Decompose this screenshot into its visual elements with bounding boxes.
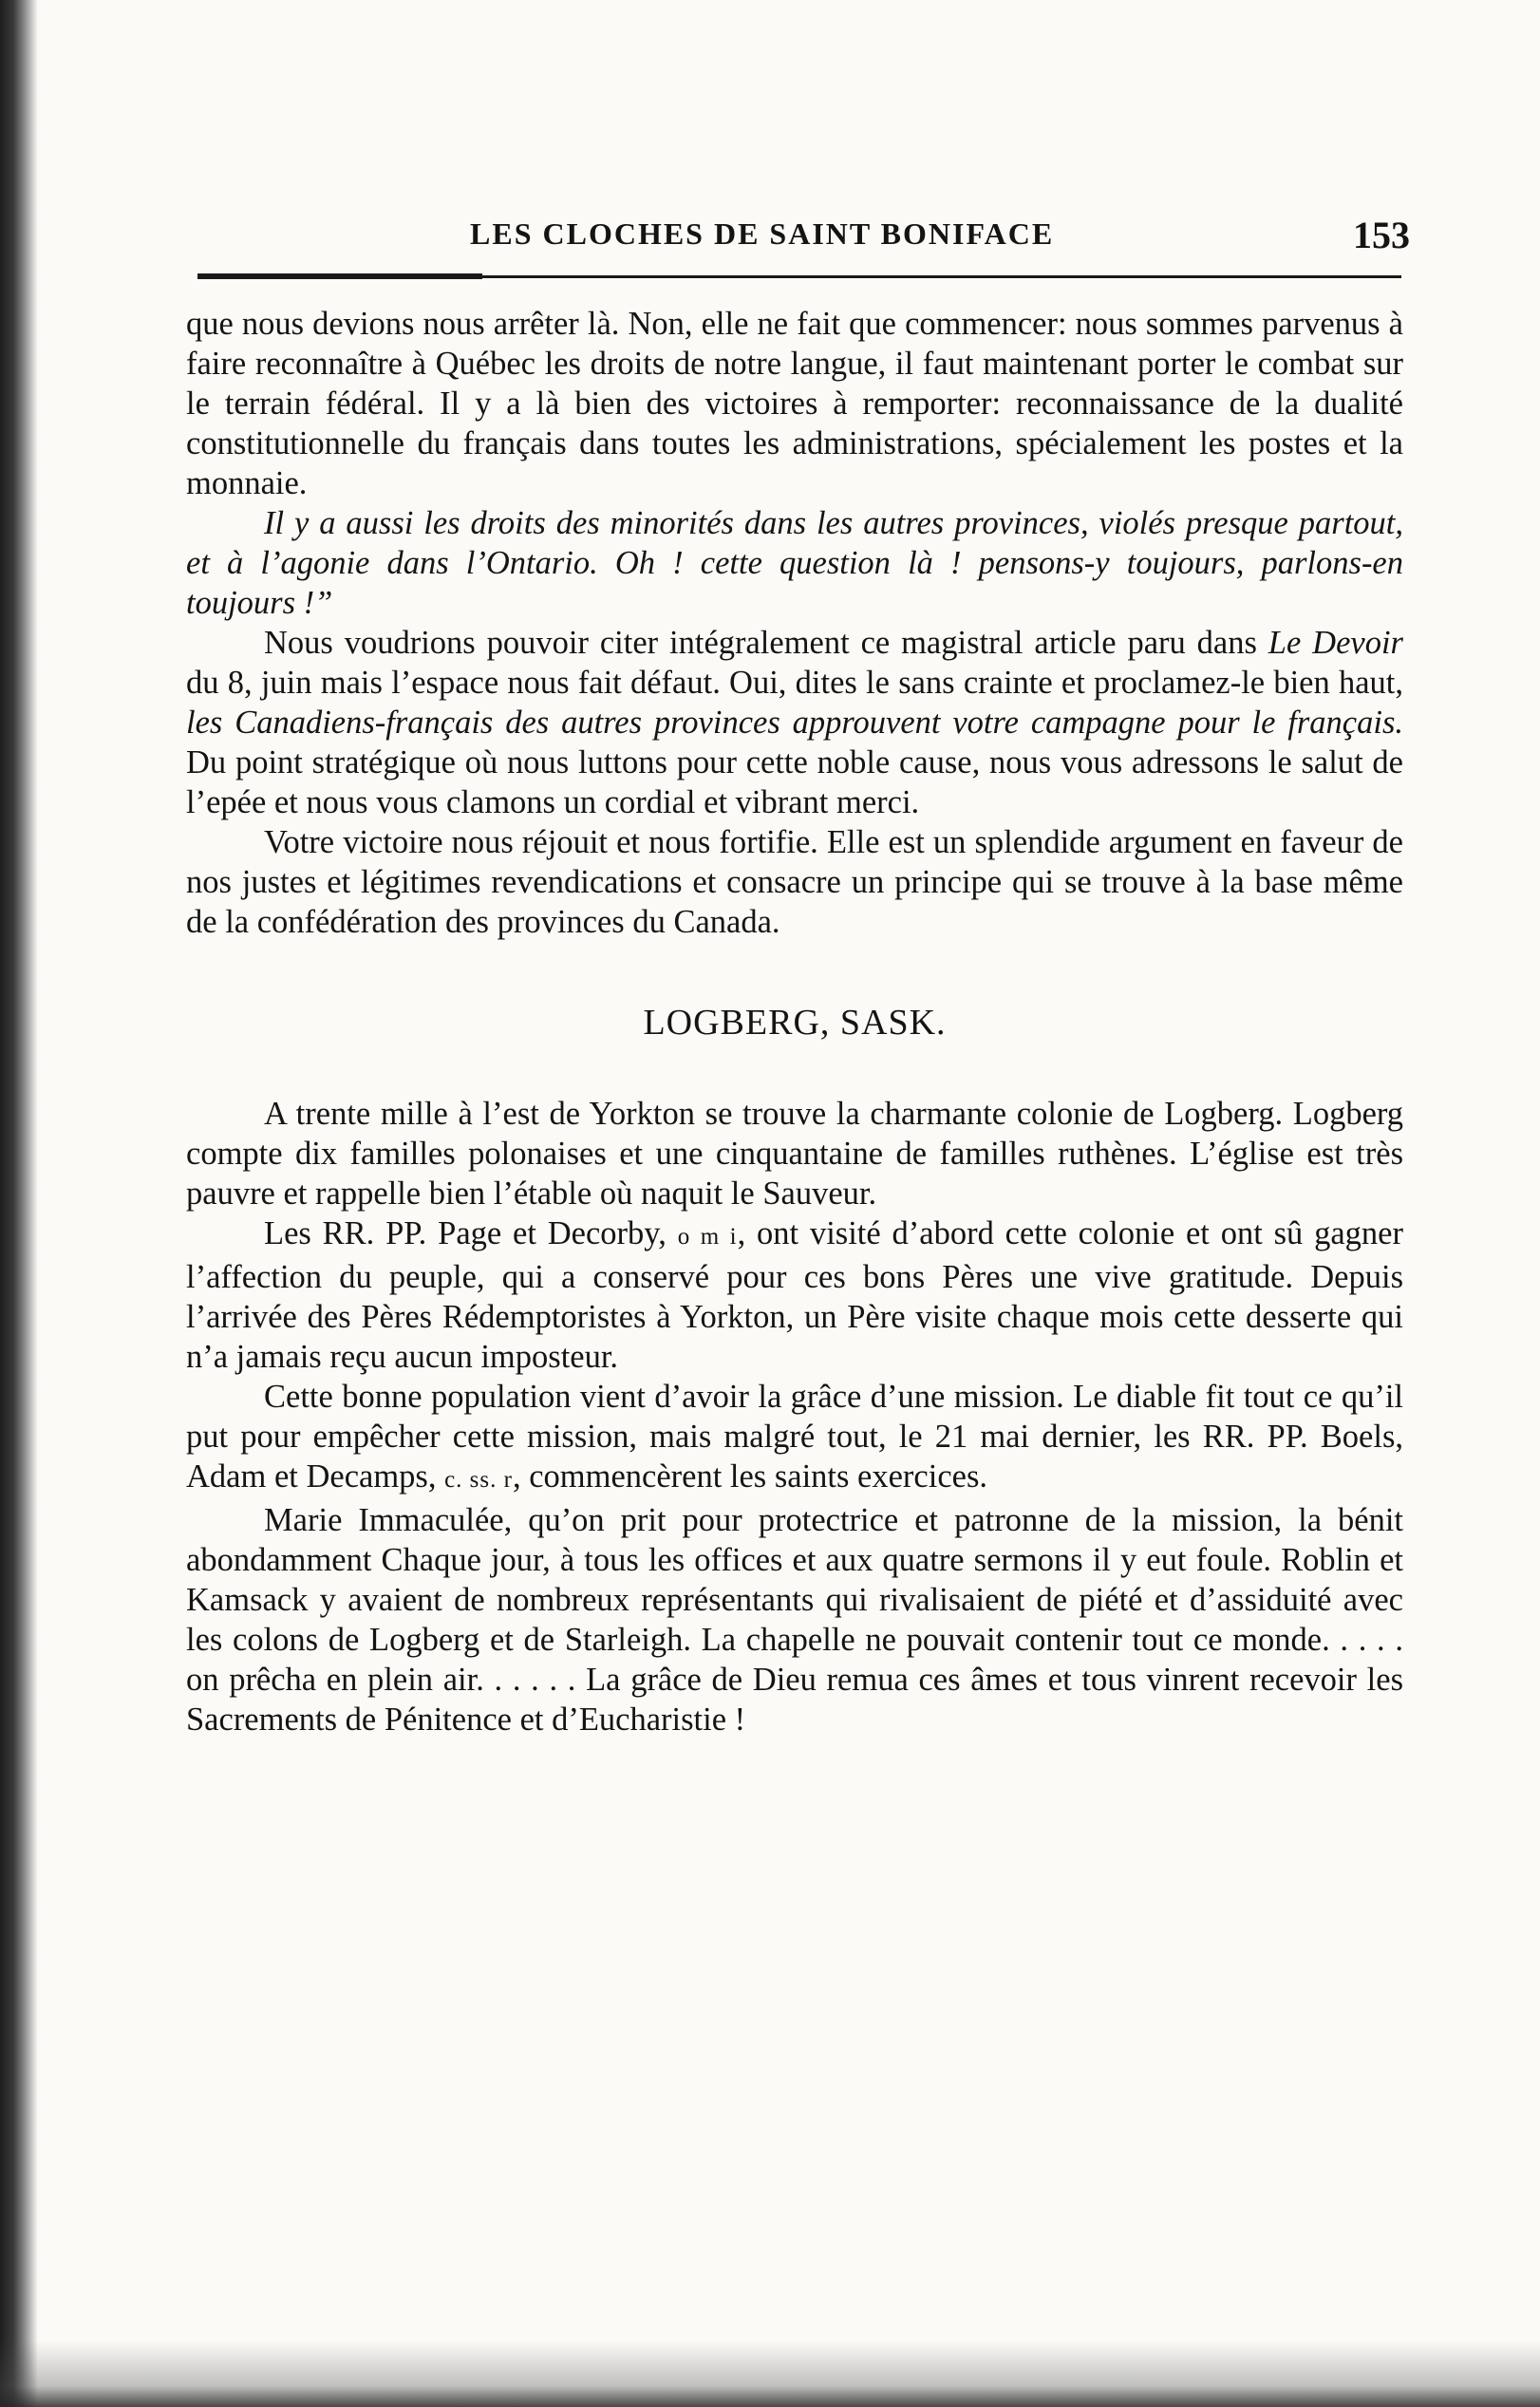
- text-run: , ont visité d’abord cette colonie et ont sû gagner l’affection du peuple, qui a conservé pour ces bons Pères une vive gratitude. Depuis l’arrivée des Pères Rédemptoristes à Yorkton, un Père visite chaque mois cette desserte qui n’a jamais reçu aucun imposteur.: [186, 1215, 1403, 1375]
- newspaper-title: Le Devoir: [1268, 625, 1403, 661]
- body-text: [186, 304, 1403, 1739]
- italic-emphasis: les Canadiens-français des autres provinces approuvent votre campagne pour le français.: [186, 705, 1403, 741]
- italic-quote: Il y a aussi les droits des minorités dans les autres provinces, violés presque partout, et à l’agonie dans l’Ontario. Oh ! cette question là ! pensons-y toujours, parlons-en toujours !”: [186, 505, 1403, 621]
- running-title: LES CLOCHES DE SAINT BONIFACE: [470, 216, 1055, 251]
- order-abbreviation: o m i: [677, 1224, 738, 1250]
- paragraph: [186, 623, 1403, 822]
- text-run: Les RR. PP. Page et Decorby,: [264, 1215, 678, 1251]
- paragraph: Votre victoire nous réjouit et nous fortifie. Elle est un splendide argument en faveur de nos justes et légitimes revendications et consacre un principe qui se trouve à la base même de la confédération des provinces du Canada.: [186, 824, 1403, 940]
- text-run: , commencèrent les saints exercices.: [512, 1458, 987, 1495]
- page-header: [195, 216, 1410, 262]
- header-rule: [197, 275, 1401, 278]
- page-number: 153: [1353, 214, 1410, 256]
- text-run: Cette bonne population vient d’avoir la grâce d’une mission. Le diable fit tout ce qu’il put pour empêcher cette mission, mais malgré tout, le 21 mai dernier, les RR. PP. Boels, Adam et Decamps,: [186, 1379, 1403, 1495]
- text-run: Du point stratégique où nous luttons pour cette noble cause, nous vous adressons le salut de l’epée et nous vous clamons un cordial et vibrant merci.: [186, 744, 1403, 820]
- paragraph: Marie Immaculée, qu’on prit pour protectrice et patronne de la mission, la bénit abondamment Chaque jour, à tous les offices et aux quatre sermons il y eut foule. Roblin et Kamsack y avaient de nombreux représentants qui rivalisaient de piété et d’assiduité avec les colons de Logberg et de Starleigh. La chapelle ne pouvait contenir tout ce monde. . . . . on prêcha en plein air. . . . . . La grâce de Dieu remua ces âmes et tous vinrent recevoir les Sacrements de Pénitence et d’Eucharistie !: [186, 1502, 1403, 1738]
- text-run: du 8, juin mais l’espace nous fait défaut. Oui, dites le sans crainte et proclamez-le bien haut,: [186, 665, 1403, 701]
- binding-shadow: [0, 0, 38, 2407]
- paragraph: [186, 1377, 1403, 1500]
- paragraph: A trente mille à l’est de Yorkton se trouve la charmante colonie de Logberg. Logberg compte dix familles polonaises et une cinquantaine de familles ruthènes. L’église est très pauvre et rappelle bien l’étable où naquit le Sauveur.: [186, 1096, 1403, 1212]
- order-abbreviation: c. ss. r: [444, 1467, 513, 1493]
- paragraph: [186, 1213, 1403, 1377]
- paragraph: que nous devions nous arrêter là. Non, elle ne fait que commencer: nous sommes parvenus à faire reconnaître à Québec les droits de notre langue, il faut maintenant porter le combat sur le terrain fédéral. Il y a là bien des victoires à remporter: reconnaissance de la dualité constitutionnelle du français dans toutes les administrations, spécialement les postes et la monnaie.: [186, 306, 1403, 501]
- quoted-paragraph: [186, 503, 1403, 623]
- bottom-page-shadow: [0, 2341, 1540, 2407]
- section-title: LOGBERG, SASK.: [643, 1003, 947, 1043]
- text-run: Nous voudrions pouvoir citer intégralement ce magistral article paru dans: [264, 625, 1268, 661]
